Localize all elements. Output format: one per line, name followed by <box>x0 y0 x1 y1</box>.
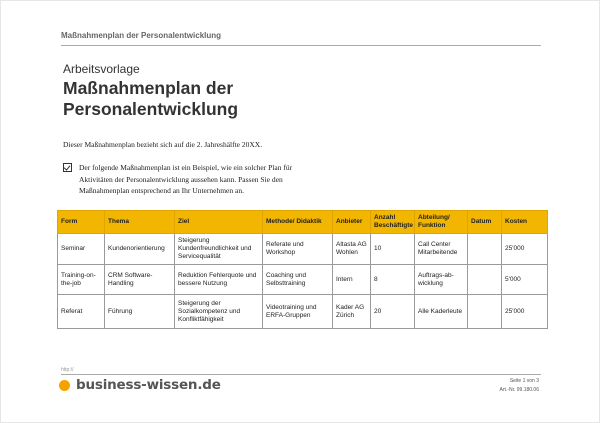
hint-line: Der folgende Maßnahmenplan ist ein Beispiel, wie ein solcher Plan für <box>79 163 293 172</box>
document-kicker: Arbeitsvorlage <box>63 62 140 76</box>
document-title-line-2: Personalentwicklung <box>63 99 239 119</box>
table-cell: Call Center Mitarbeitende <box>415 234 468 265</box>
document-title-line-1: Maßnahmenplan der <box>63 78 234 98</box>
column-header-methode: Methode/ Didaktik <box>263 211 333 234</box>
column-header-ziel: Ziel <box>175 211 263 234</box>
table-row <box>58 295 548 329</box>
document-title <box>63 78 238 120</box>
column-header-anzahl: Anzahl Beschäftigte <box>371 211 415 234</box>
hint-note <box>63 162 363 197</box>
table-row <box>58 234 548 265</box>
table-cell: Training-on-the-job <box>58 265 105 295</box>
page-number: Seite 1 von 3 <box>509 378 539 384</box>
table-cell: Steigerung Kundenfreundlichkeit und Servicequalität <box>175 234 263 265</box>
table-cell: Alle Kaderleute <box>415 295 468 329</box>
table-cell: 5'000 <box>502 265 548 295</box>
table-cell: Referate und Workshop <box>263 234 333 265</box>
table-header-row <box>58 211 548 234</box>
logo-text: business-wissen.de <box>76 377 221 393</box>
table-cell: Führung <box>105 295 175 329</box>
intro-text: Dieser Maßnahmenplan bezieht sich auf die 2. Jahreshälfte 20XX. <box>63 140 263 149</box>
column-header-datum: Datum <box>468 211 502 234</box>
table-cell: Seminar <box>58 234 105 265</box>
table-cell: Auftrags-ab-wicklung <box>415 265 468 295</box>
table-cell <box>468 295 502 329</box>
column-header-form: Form <box>58 211 105 234</box>
table-cell: Reduktion Fehlerquote und bessere Nutzung <box>175 265 263 295</box>
footer-url-hint: http:// <box>61 367 74 373</box>
footer-divider <box>61 374 541 375</box>
column-header-abteilung: Abteilung/ Funktion <box>415 211 468 234</box>
table-cell: Kader AG Zürich <box>333 295 371 329</box>
table-row <box>58 265 548 295</box>
table-cell: 8 <box>371 265 415 295</box>
measures-table <box>57 210 548 329</box>
column-header-anbieter: Anbieter <box>333 211 371 234</box>
table-cell: Kundenorientierung <box>105 234 175 265</box>
table-cell: Coaching und Selbsttraining <box>263 265 333 295</box>
table-cell: Referat <box>58 295 105 329</box>
checkbox-icon <box>63 163 72 172</box>
article-number: Art.-Nr. 99.180.06 <box>499 387 539 393</box>
header-title: Maßnahmenplan der Personalentwicklung <box>61 31 222 40</box>
table-cell: Videotraining und ERFA-Gruppen <box>263 295 333 329</box>
table-cell <box>468 234 502 265</box>
brand-logo[interactable] <box>59 377 221 393</box>
column-header-kosten: Kosten <box>502 211 548 234</box>
column-header-thema: Thema <box>105 211 175 234</box>
table-cell: 20 <box>371 295 415 329</box>
table-cell <box>468 265 502 295</box>
table-cell: Steigerung der Sozialkompetenz und Konfliktfähigkeit <box>175 295 263 329</box>
table-cell: Altasta AG Wohlen <box>333 234 371 265</box>
logo-dot-icon <box>59 380 70 391</box>
table-cell: 25'000 <box>502 295 548 329</box>
hint-text <box>79 162 292 197</box>
header-divider <box>61 45 541 46</box>
hint-line: Maßnahmenplan entsprechend an Ihr Unternehmen an. <box>79 186 244 195</box>
table-cell: 10 <box>371 234 415 265</box>
table-cell: Intern <box>333 265 371 295</box>
hint-line: Aktivitäten der Personalentwicklung aussehen kann. Passen Sie den <box>79 174 283 184</box>
table-cell: CRM Software-Handling <box>105 265 175 295</box>
table-cell: 25'000 <box>502 234 548 265</box>
